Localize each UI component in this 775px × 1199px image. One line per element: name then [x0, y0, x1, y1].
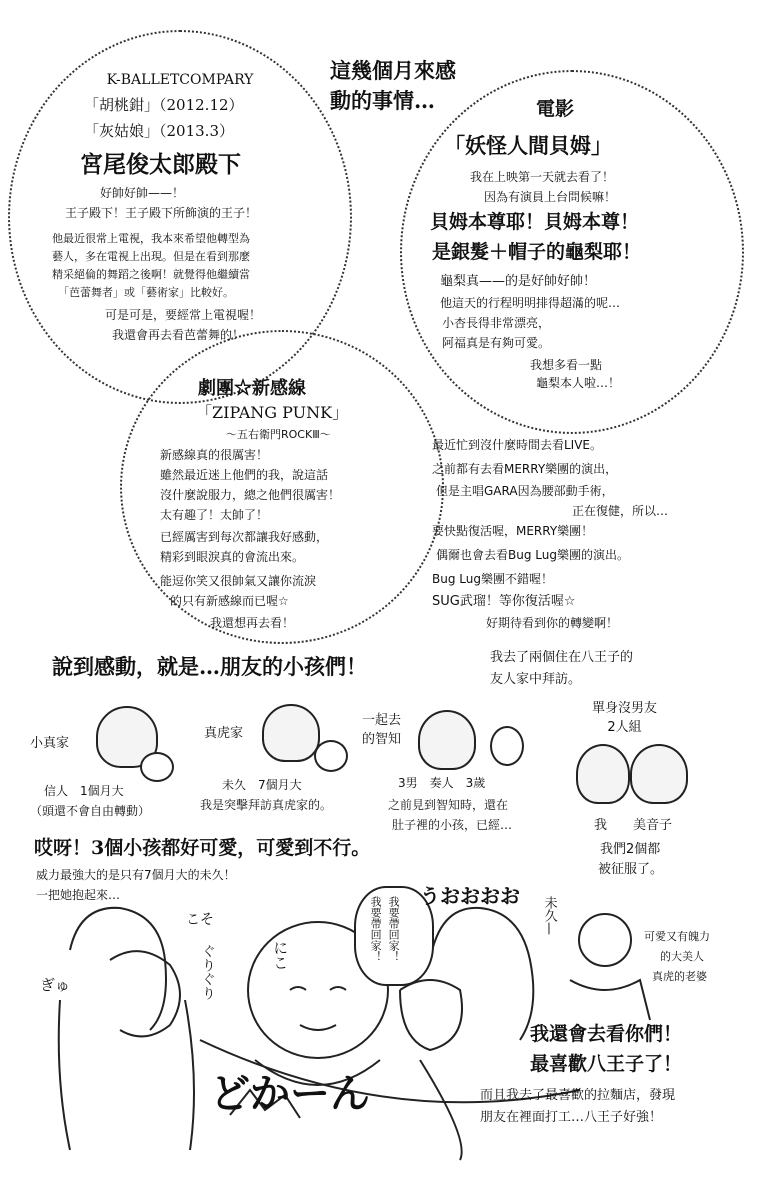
- closing-small: 而且我去了最喜歡的拉麵店，發現: [480, 1088, 676, 1103]
- movie-line-big: 貝姆本尊耶！貝姆本尊！: [430, 211, 640, 233]
- page-title-line1: 這幾個月來感: [330, 58, 456, 83]
- live-line: 最近忙到沒什麼時間去看LIVE。: [432, 438, 603, 452]
- movie-line: 他這天的行程明明排得超滿的呢…: [440, 296, 621, 310]
- friends-intro: 友人家中拜訪。: [490, 672, 582, 687]
- wife-note: 的大美人: [660, 950, 704, 963]
- theater-line: 精彩到眼淚真的會流出來。: [160, 550, 305, 564]
- wife-note: 真虎的老婆: [652, 970, 707, 983]
- theater-troupe: 劇團☆新感線: [198, 378, 306, 399]
- sfx-uooo: うおおおお: [420, 884, 520, 908]
- wife-note: 可愛又有魄力: [644, 930, 710, 943]
- sfx-nico: にこ: [271, 940, 290, 970]
- friends-intro: 我去了兩個住在八王子的: [490, 650, 634, 665]
- sfx-guriguri: ぐりぐり: [199, 944, 216, 1000]
- theater-line: 能逗你笑又很帥氣又讓你流淚: [160, 574, 317, 588]
- ballet-company: K-BALLETCOMPARY: [106, 72, 254, 88]
- theater-title: 「ZIPANG PUNK」: [196, 403, 349, 422]
- ballet-line: 可是可是，要經常上電視喔！: [105, 308, 262, 322]
- family-caption: 3男 奏人 3歲: [398, 776, 486, 790]
- family-caption: 我 美音子: [594, 818, 673, 833]
- live-line: 好期待看到你的轉變啊！: [486, 616, 619, 630]
- live-line: 正在復健，所以…: [572, 504, 669, 518]
- movie-line-big: 是銀髮＋帽子的龜梨耶！: [432, 241, 642, 263]
- sfx-donkaan: どかーん: [210, 1070, 370, 1117]
- ballet-show-1: 「胡桃鉗」（2012.12）: [84, 96, 244, 114]
- theater-line: 新感線真的很厲害！: [160, 448, 269, 462]
- movie-line: 龜梨真——的是好帥好帥！: [440, 274, 597, 289]
- movie-line: 我想多看一點: [530, 358, 603, 372]
- closing-big: 我還會去看你們！: [530, 1023, 683, 1045]
- movie-line: 我在上映第一天就去看了！: [470, 170, 615, 184]
- live-line: Bug Lug樂團不錯喔！: [432, 572, 553, 586]
- theater-line: 我還想再去看！: [210, 616, 295, 630]
- family-caption: 被征服了。: [598, 862, 664, 877]
- movie-title: 「妖怪人間貝姆」: [444, 133, 612, 158]
- ballet-line: 王子殿下！王子殿下所飾演的王子！: [65, 206, 258, 220]
- movie-line: 阿福真是有夠可愛。: [442, 336, 551, 350]
- miku-call: 未久—: [541, 896, 557, 935]
- ballet-line: 好帥好帥——！: [100, 186, 185, 200]
- family-caption: 之前見到智知時，還在: [388, 798, 509, 812]
- theater-line: 的只有新感線而已喔☆: [170, 594, 289, 608]
- theater-line: 沒什麼說服力，總之他們很厲害！: [160, 488, 341, 502]
- movie-line: 小杏長得非常漂亮，: [442, 316, 551, 330]
- friends-headline: 說到感動，就是…朋友的小孩們！: [52, 654, 367, 679]
- bubble-text: 我要帶回家！: [369, 896, 383, 962]
- family-caption: 未久 7個月大: [222, 778, 302, 792]
- bubble-text: 我要帶回家！: [387, 896, 401, 962]
- friends-strong: 一把她抱起來…: [36, 888, 121, 902]
- family-caption: 信人 1個月大: [44, 784, 124, 798]
- sfx-gyu: ぎゅ: [40, 976, 71, 994]
- family-name-text: 一起去 的智知: [362, 713, 402, 747]
- sfx-koso: こそ: [186, 912, 214, 928]
- ballet-line: 藝人，多在電視上出現。但是在看到那麼: [52, 250, 250, 263]
- friends-strong: 威力最強大的是只有7個月大的未久！: [36, 868, 236, 882]
- theater-subtitle: ～五右衛門ROCKⅢ～: [226, 428, 331, 441]
- movie-line: 因為有演員上台問候嘛！: [484, 190, 617, 204]
- family-name: 小真家: [30, 736, 70, 751]
- ballet-star: 宮尾俊太郎殿下: [80, 151, 241, 178]
- live-line: SUG武瑠！等你復活喔☆: [432, 594, 576, 609]
- closing-small: 朋友在裡面打工…八王子好強！: [480, 1110, 663, 1125]
- family-name: 真虎家: [204, 726, 244, 741]
- live-line: 要快點復活喔，MERRY樂團！: [432, 524, 594, 538]
- theater-line: 太有趣了！太帥了！: [160, 508, 269, 522]
- live-line: 偶爾也會去看Bug Lug樂團的演出。: [436, 548, 629, 562]
- live-line: 但是主唱GARA因為腰部動手術，: [436, 484, 614, 498]
- live-line: 之前都有去看MERRY樂團的演出，: [432, 462, 618, 476]
- ballet-line: 他最近很常上電視，我本來希望他轉型為: [52, 232, 250, 245]
- movie-label: 電影: [536, 98, 575, 120]
- ballet-line: 精采絕倫的舞蹈之後啊！就覺得他繼續當: [52, 268, 250, 281]
- ballet-line: 「芭蕾舞者」或「藝術家」比較好。: [58, 286, 234, 299]
- family-caption: 我是突擊拜訪真虎家的。: [200, 798, 333, 812]
- movie-line: 龜梨本人啦…！: [536, 376, 621, 390]
- family-caption: （頭還不會自由轉動）: [30, 804, 151, 818]
- closing-big: 最喜歡八王子了！: [530, 1053, 683, 1075]
- ballet-show-2: 「灰姑娘」（2013.3）: [84, 122, 234, 140]
- page-title-line2: 動的事情…: [330, 88, 435, 113]
- friends-exclaim: 哎呀！3個小孩都好可愛，可愛到不行。: [34, 837, 371, 859]
- theater-line: 已經厲害到每次都讓我好感動，: [160, 530, 329, 544]
- family-caption: 肚子裡的小孩，已經…: [392, 818, 513, 832]
- family-name-text: 單身沒男友 2人組: [592, 701, 658, 735]
- theater-line: 雖然最近迷上他們的我，說這話: [160, 468, 329, 482]
- family-caption: 我們2個都: [600, 842, 661, 857]
- ballet-line: 我還會再去看芭蕾舞的！: [112, 328, 245, 342]
